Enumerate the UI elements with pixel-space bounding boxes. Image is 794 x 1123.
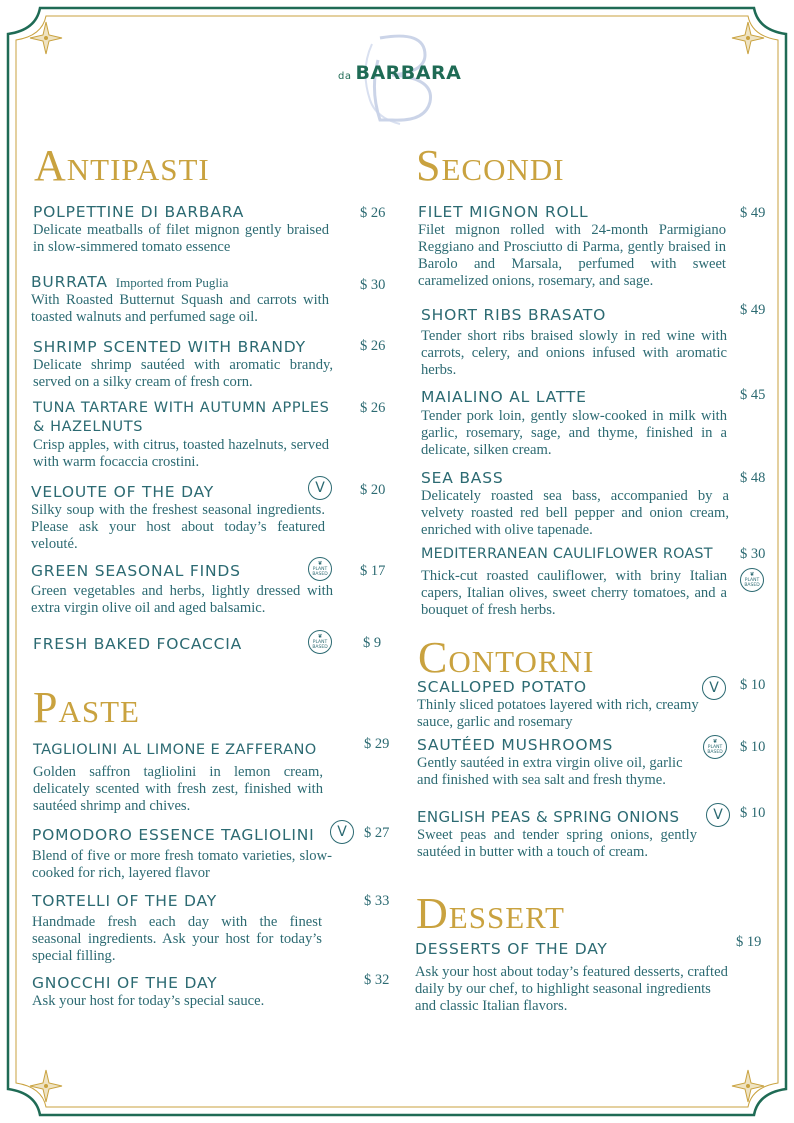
item-price: $ 10 [740,739,766,755]
item-price: $ 30 [740,546,766,562]
item-name: MAIALINO AL LATTE [421,388,587,406]
item-name: FRESH BAKED FOCACCIA [33,635,243,653]
item-name: TORTELLI OF THE DAY [32,892,217,910]
item-price: $ 19 [736,934,762,950]
item-name: ENGLISH PEAS & SPRING ONIONS [417,808,680,826]
section-title-secondi: Secondi [416,141,565,190]
item-price: $ 48 [740,470,766,486]
item-description: Handmade fresh each day with the finest seasonal ingredients. Ask your host for today’s special filling. [32,914,322,964]
item-name: GREEN SEASONAL FINDS [31,562,241,580]
item-description: Green vegetables and herbs, lightly dressed with extra virgin olive oil and aged balsamic. [31,583,333,616]
item-description: Delicate meatballs of filet mignon gently braised in slow-simmered tomato essence [33,222,329,255]
item-description: With Roasted Butternut Squash and carrots with toasted walnuts and perfumed sage oil. [31,292,329,325]
item-price: $ 29 [364,736,390,752]
item-price: $ 49 [740,205,766,221]
menu-item-polpettine [33,203,329,256]
corner-star-icon [730,20,766,56]
menu-item-focaccia [33,635,303,654]
menu-item-cauliflower [421,545,727,619]
item-price: $ 27 [364,825,390,841]
item-price: $ 10 [740,677,766,693]
menu-item-filet-mignon [418,203,726,290]
item-description: Thinly sliced potatoes layered with rich, creamy sauce, garlic and rosemary [417,697,699,730]
plant-based-icon: ❦ PLANT BASED [703,735,727,759]
item-name: TUNA TARTARE WITH AUTUMN APPLES & HAZELNUTS [33,400,330,435]
menu-item-mushrooms [417,736,695,789]
menu-item-sea-bass [421,469,729,539]
item-price: $ 33 [364,893,390,909]
item-name: SAUTÉED MUSHROOMS [417,736,614,754]
item-description: Golden saffron tagliolini in lemon cream, delicately scented with fresh zest, finished with sautéed shrimp and chives. [33,764,323,814]
item-name: BURRATA [31,273,108,291]
item-name: SHORT RIBS BRASATO [421,306,607,324]
item-description: Ask your host about today’s featured desserts, crafted daily by our chef, to highlight seasonal ingredients and classic Italian flavors. [415,964,728,1014]
item-price: $ 10 [740,805,766,821]
item-note: Imported from Puglia [115,275,229,290]
brand-name: BARBARA [355,62,462,84]
plant-based-icon: ❦ PLANT BASED [308,630,332,654]
section-title-paste: Paste [33,683,140,732]
item-name: POMODORO ESSENCE TAGLIOLINI [32,826,315,844]
menu-item-gnocchi [32,974,332,1010]
menu-item-scalloped-potato [417,678,705,731]
plant-based-icon: ❦ PLANT BASED [740,568,764,592]
item-price: $ 26 [360,400,386,416]
menu-item-maialino [421,388,727,459]
item-description: Blend of five or more fresh tomato varieties, slow-cooked for rich, layered flavor [32,848,332,881]
item-description: Tender short ribs braised slowly in red wine with carrots, celery, and onions infused with aromatic herbs. [421,328,727,378]
item-description: Tender pork loin, gently slow-cooked in milk with garlic, rosemary, sage, and thyme, finished in a delicate, silken cream. [421,408,727,458]
item-price: $ 20 [360,482,386,498]
item-name: MEDITERRANEAN CAULIFLOWER ROAST [421,546,713,562]
item-name: SHRIMP SCENTED WITH BRANDY [33,338,306,356]
item-price: $ 32 [364,972,390,988]
item-price: $ 30 [360,277,386,293]
item-name: VELOUTE OF THE DAY [31,483,215,501]
corner-star-icon [28,1068,64,1104]
item-description: Crisp apples, with citrus, toasted hazelnuts, served with warm focaccia crostini. [33,437,329,470]
item-name: SCALLOPED POTATO [417,678,587,696]
item-price: $ 49 [740,302,766,318]
menu-item-tortelli [32,892,322,965]
item-description: Gently sautéed in extra virgin olive oil, garlic and finished with sea salt and fresh thyme. [417,755,683,788]
item-name: TAGLIOLINI AL LIMONE E ZAFFERANO [33,741,317,758]
section-title-antipasti: Antipasti [34,141,210,190]
item-description: Filet mignon rolled with 24-month Parmigiano Reggiano and Prosciutto di Parma, gently braised in Barolo and Marsala, perfumed with sweet caramelized onions, rosemary, and sage. [418,222,726,289]
menu-item-shrimp-brandy [33,338,333,391]
menu-item-desserts-of-day [415,940,730,1015]
item-price: $ 45 [740,387,766,403]
section-title-contorni: Contorni [418,633,595,682]
menu-item-pomodoro [32,826,332,882]
menu-item-green-finds [31,562,333,617]
menu-item-tuna-tartare [33,399,343,471]
vegetarian-icon: V [702,676,726,700]
item-description: Ask your host for today’s special sauce. [32,993,265,1009]
corner-star-icon [730,1068,766,1104]
item-description: Delicately roasted sea bass, accompanied by a velvety roasted red bell pepper and onion cream, enriched with olive tapenade. [421,488,729,538]
menu-item-tagliolini-limone [33,740,333,815]
item-description: Delicate shrimp sautéed with aromatic brandy, served on a silky cream of fresh corn. [33,357,333,390]
corner-star-icon [28,20,64,56]
plant-based-icon: ❦ PLANT BASED [308,557,332,581]
item-description: Silky soup with the freshest seasonal ingredients. Please ask your host about today’s featured velouté. [31,502,325,552]
item-price: $ 26 [360,205,386,221]
vegetarian-icon: V [308,476,332,500]
item-description: Sweet peas and tender spring onions, gently sautéed in butter with a touch of cream. [417,827,697,860]
item-name: SEA BASS [421,469,504,487]
vegetarian-icon: V [330,820,354,844]
item-name: FILET MIGNON ROLL [418,203,589,221]
section-title-dessert: Dessert [416,889,565,938]
item-name: POLPETTINE DI BARBARA [33,203,245,221]
item-description: Thick-cut roasted cauliflower, with briny Italian capers, Italian olives, sweet cherry tomatoes, and a bouquet of fresh herbs. [421,568,727,618]
brand-prefix: da [338,71,352,82]
item-price: $ 9 [363,635,382,651]
item-name: GNOCCHI OF THE DAY [32,974,218,992]
item-price: $ 26 [360,338,386,354]
menu-item-veloute [31,483,325,553]
item-name: DESSERTS OF THE DAY [415,940,608,958]
menu-item-short-ribs [421,306,727,379]
menu-item-english-peas [417,808,697,861]
brand-logo [338,62,461,84]
item-price: $ 17 [360,563,386,579]
vegetarian-icon: V [706,803,730,827]
menu-item-burrata [31,273,329,326]
